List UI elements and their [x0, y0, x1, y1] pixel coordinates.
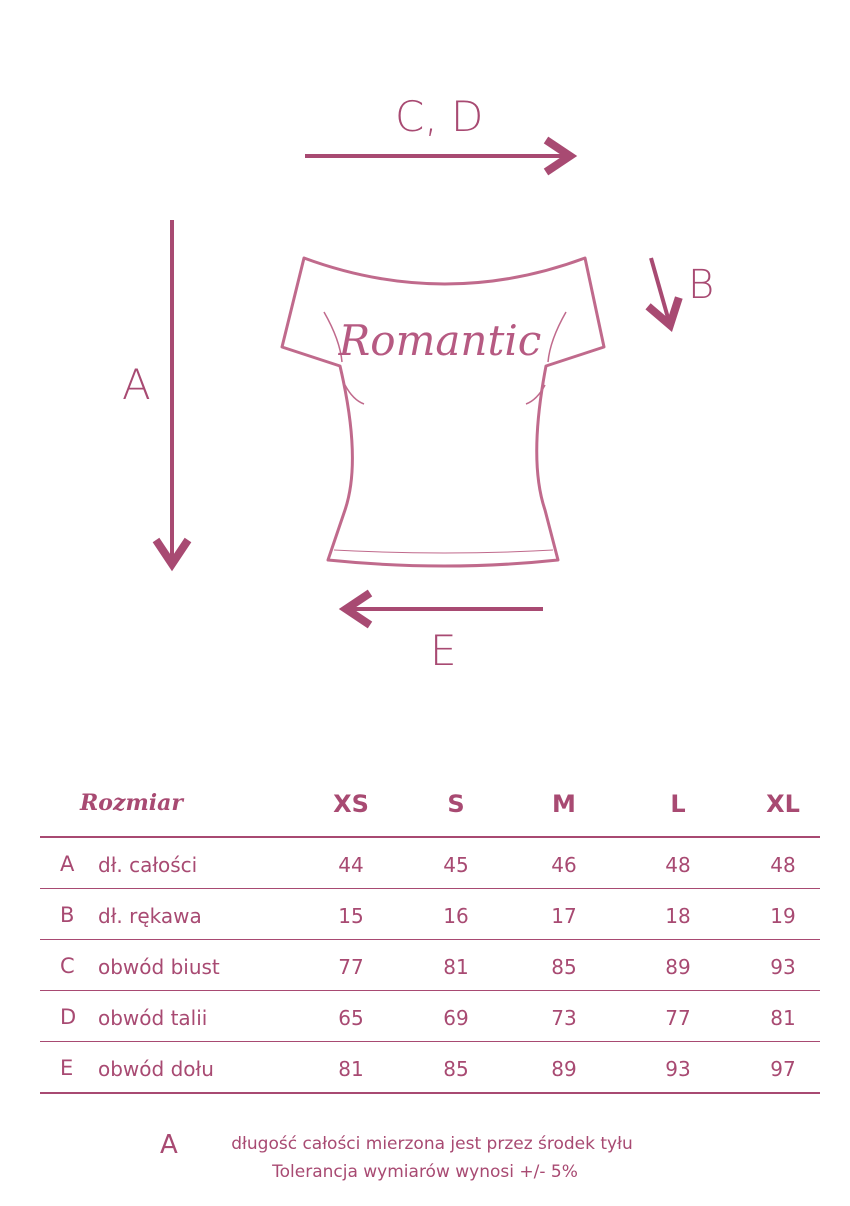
cell-value: 16	[443, 904, 469, 928]
label-e: E	[430, 626, 457, 675]
label-c-d: C, D	[395, 92, 484, 141]
cell-value: 85	[443, 1057, 469, 1081]
cell-value: 77	[338, 955, 364, 979]
cell-value: 15	[338, 904, 364, 928]
table-row	[40, 889, 820, 940]
table-row	[40, 1042, 820, 1094]
cell-value: 93	[770, 955, 796, 979]
row-name: dł. rękawa	[98, 904, 202, 928]
table-row	[40, 838, 820, 889]
footer-note-measure: długość całości mierzona jest przez środek tyłu	[231, 1134, 633, 1154]
row-letter: A	[60, 852, 75, 876]
cell-value: 44	[338, 853, 364, 877]
label-a: A	[122, 360, 151, 409]
cell-value: 69	[443, 1006, 469, 1030]
footer-note-tolerance: Tolerancja wymiarów wynosi +/- 5%	[272, 1162, 578, 1182]
size-header-xs: XS	[333, 790, 369, 818]
row-name: dł. całości	[98, 853, 198, 877]
cell-value: 65	[338, 1006, 364, 1030]
row-name: obwód biust	[98, 955, 220, 979]
cell-value: 89	[551, 1057, 577, 1081]
cell-value: 97	[770, 1057, 796, 1081]
cell-value: 77	[665, 1006, 691, 1030]
row-name: obwód dołu	[98, 1057, 214, 1081]
cell-value: 17	[551, 904, 577, 928]
shirt-logo-text: Romantic	[338, 316, 542, 365]
size-table	[40, 780, 820, 1094]
cell-value: 45	[443, 853, 469, 877]
cell-value: 81	[770, 1006, 796, 1030]
cell-value: 85	[551, 955, 577, 979]
cell-value: 48	[770, 853, 796, 877]
row-letter: E	[60, 1056, 74, 1080]
cell-value: 73	[551, 1006, 577, 1030]
arrow-b	[651, 258, 670, 325]
size-header-s: S	[447, 790, 465, 818]
cell-value: 93	[665, 1057, 691, 1081]
cell-value: 19	[770, 904, 796, 928]
cell-value: 81	[338, 1057, 364, 1081]
shirt-outline	[282, 258, 604, 566]
row-name: obwód talii	[98, 1006, 208, 1030]
footer-letter: A	[160, 1130, 178, 1160]
label-b: B	[688, 262, 715, 308]
table-title: Rozmiar	[80, 790, 183, 816]
table-row	[40, 991, 820, 1042]
cell-value: 81	[443, 955, 469, 979]
cell-value: 18	[665, 904, 691, 928]
cell-value: 89	[665, 955, 691, 979]
row-letter: D	[60, 1005, 77, 1029]
size-header-l: L	[670, 790, 686, 818]
cell-value: 48	[665, 853, 691, 877]
table-header	[40, 780, 820, 838]
table-row	[40, 940, 820, 991]
row-letter: C	[60, 954, 75, 978]
cell-value: 46	[551, 853, 577, 877]
size-header-xl: XL	[766, 790, 800, 818]
size-header-m: M	[552, 790, 576, 818]
row-letter: B	[60, 903, 75, 927]
